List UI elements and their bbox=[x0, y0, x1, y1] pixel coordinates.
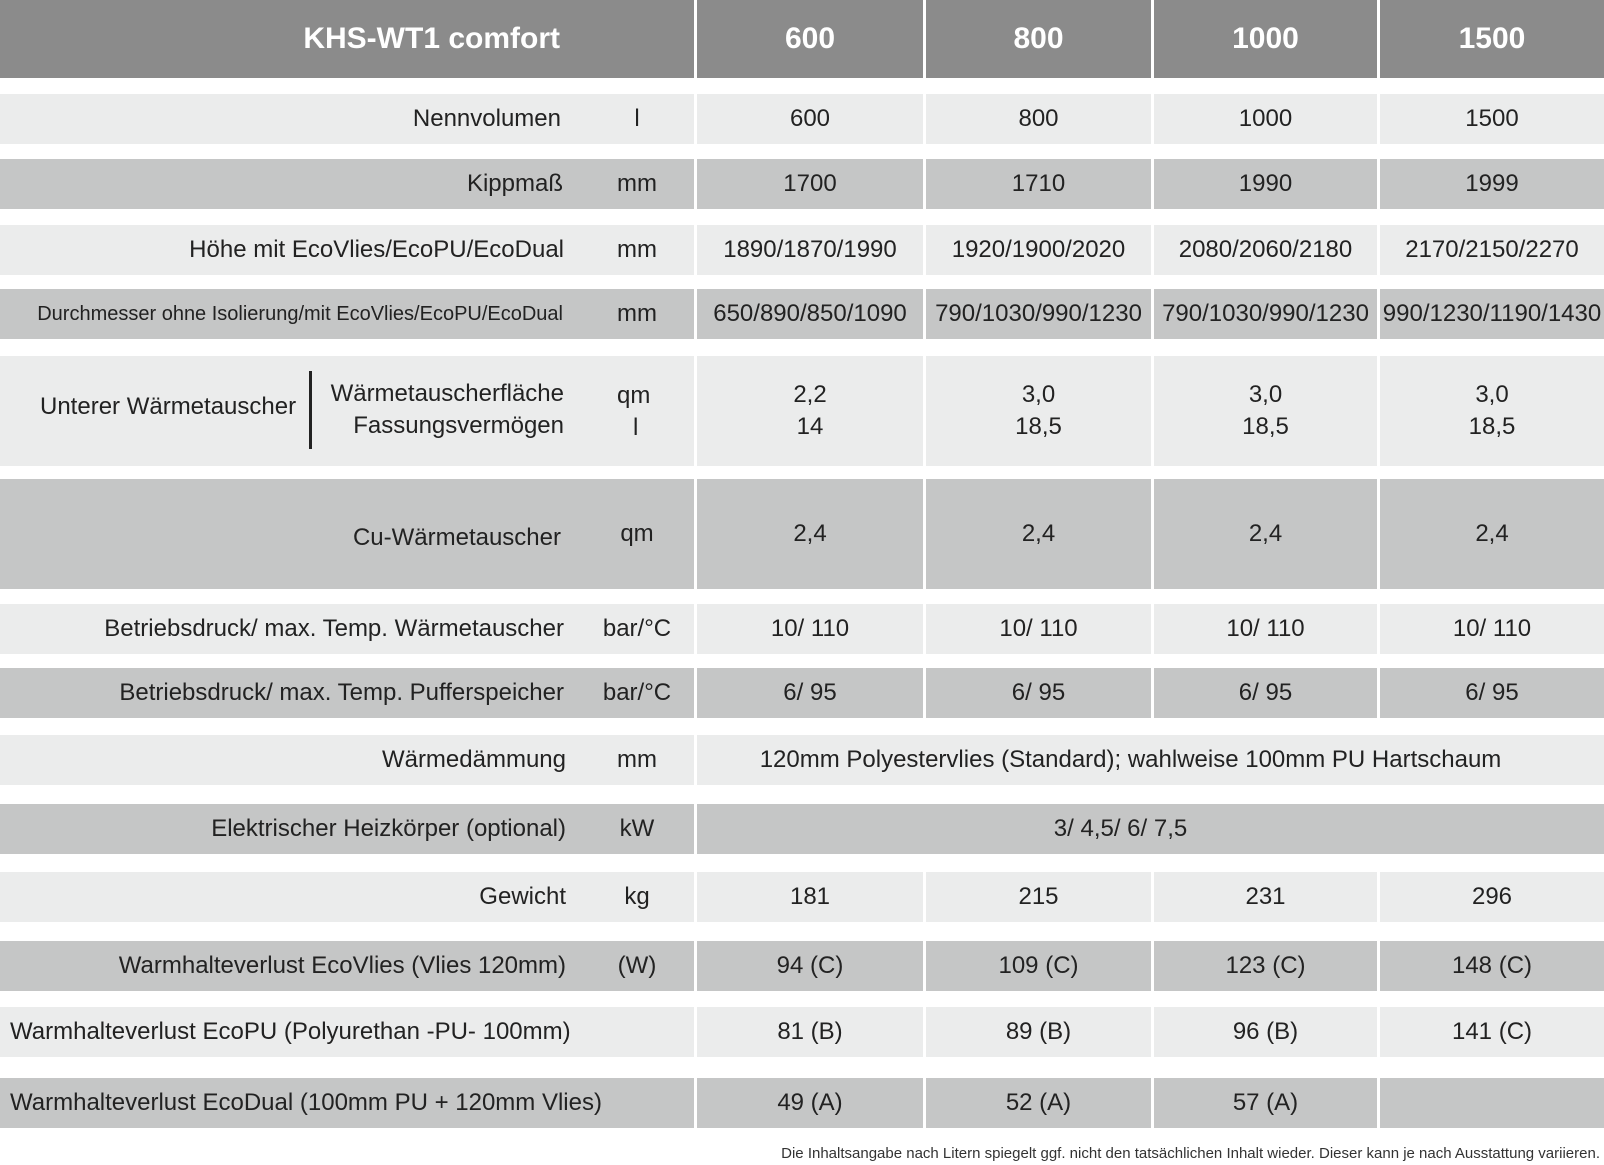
table-cell: 215 bbox=[926, 872, 1151, 922]
row-unit-l: l bbox=[633, 414, 639, 441]
footnote: Die Inhaltsangabe nach Litern spiegelt ggf. nicht den tatsächlichen Inhalt wieder. Dieser kann je nach Ausstattung variieren. bbox=[781, 1145, 1600, 1162]
table-cell: 10/ 110 bbox=[1154, 604, 1377, 654]
row-unit-cu-waermetauscher: qm bbox=[580, 479, 694, 589]
cell-line: 14 bbox=[796, 413, 824, 440]
row-label-hoehe: Höhe mit EcoVlies/EcoPU/EcoDual bbox=[0, 225, 580, 275]
table-cell: 89 (B) bbox=[926, 1007, 1151, 1057]
cell-line: 3,0 bbox=[1021, 381, 1056, 408]
row-label-waermedaemmung: Wärmedämmung bbox=[0, 735, 580, 785]
table-cell: 2,4 bbox=[926, 479, 1151, 589]
table-cell: 6/ 95 bbox=[1380, 668, 1604, 718]
row-unit-qm: qm bbox=[617, 382, 651, 409]
table-cell bbox=[926, 356, 1151, 466]
table-cell: 2,4 bbox=[1380, 479, 1604, 589]
table-cell: 1999 bbox=[1380, 159, 1604, 209]
table-cell: 600 bbox=[697, 94, 923, 144]
table-cell: 81 (B) bbox=[697, 1007, 923, 1057]
column-header-1000: 1000 bbox=[1154, 0, 1377, 78]
cell-line: 18,5 bbox=[1242, 413, 1289, 440]
cell-line: 18,5 bbox=[1015, 413, 1062, 440]
row-label-waermetauscherflaeche: Wärmetauscherfläche bbox=[330, 380, 564, 407]
table-cell bbox=[1380, 356, 1604, 466]
row-unit-warmhalteverlust-ecovlies: (W) bbox=[580, 941, 694, 991]
table-cell: 790/1030/990/1230 bbox=[926, 289, 1151, 339]
table-cell: 296 bbox=[1380, 872, 1604, 922]
table-cell: 2080/2060/2180 bbox=[1154, 225, 1377, 275]
table-cell: 10/ 110 bbox=[1380, 604, 1604, 654]
row-unit-hoehe: mm bbox=[580, 225, 694, 275]
table-cell: 1990 bbox=[1154, 159, 1377, 209]
table-cell: 1710 bbox=[926, 159, 1151, 209]
column-header-1500: 1500 bbox=[1380, 0, 1604, 78]
table-cell: 57 (A) bbox=[1154, 1078, 1377, 1128]
row-unit-betriebsdruck-pufferspeicher: bar/°C bbox=[580, 668, 694, 718]
table-cell: 800 bbox=[926, 94, 1151, 144]
table-title: KHS-WT1 comfort bbox=[0, 0, 694, 78]
table-cell bbox=[697, 356, 923, 466]
table-cell: 123 (C) bbox=[1154, 941, 1377, 991]
row-unit-nennvolumen: l bbox=[580, 94, 694, 144]
table-cell: 181 bbox=[697, 872, 923, 922]
row-unit-durchmesser: mm bbox=[580, 289, 694, 339]
table-cell: 2,4 bbox=[1154, 479, 1377, 589]
row-label-nennvolumen: Nennvolumen bbox=[0, 94, 580, 144]
row-group-label: Unterer Wärmetauscher bbox=[40, 393, 297, 420]
table-cell: 49 (A) bbox=[697, 1078, 923, 1128]
table-cell: 650/890/850/1090 bbox=[697, 289, 923, 339]
row-label-durchmesser: Durchmesser ohne Isolierung/mit EcoVlies/EcoPU/EcoDual bbox=[0, 289, 580, 339]
column-header-800: 800 bbox=[926, 0, 1151, 78]
table-cell: 1890/1870/1990 bbox=[697, 225, 923, 275]
cell-line: 3,0 bbox=[1475, 381, 1509, 408]
table-cell: 1500 bbox=[1380, 94, 1604, 144]
table-cell: 94 (C) bbox=[697, 941, 923, 991]
merged-cell: 120mm Polyestervlies (Standard); wahlweise 100mm PU Hartschaum bbox=[697, 735, 1604, 785]
table-cell: 52 (A) bbox=[926, 1078, 1151, 1128]
table-cell: 6/ 95 bbox=[926, 668, 1151, 718]
table-cell: 109 (C) bbox=[926, 941, 1151, 991]
table-cell: 6/ 95 bbox=[1154, 668, 1377, 718]
table-cell: 1920/1900/2020 bbox=[926, 225, 1151, 275]
cell-line: 2,2 bbox=[793, 381, 827, 408]
row-unit-kippmass: mm bbox=[580, 159, 694, 209]
row-unit-waermedaemmung: mm bbox=[580, 735, 694, 785]
table-cell: 2170/2150/2270 bbox=[1380, 225, 1604, 275]
row-label-elektrischer-heizkoerper: Elektrischer Heizkörper (optional) bbox=[0, 804, 580, 854]
row-label-betriebsdruck-waermetauscher: Betriebsdruck/ max. Temp. Wärmetauscher bbox=[0, 604, 580, 654]
table-cell: 141 (C) bbox=[1380, 1007, 1604, 1057]
table-cell: 790/1030/990/1230 bbox=[1154, 289, 1377, 339]
row-label-kippmass: Kippmaß bbox=[0, 159, 580, 209]
table-cell: 10/ 110 bbox=[926, 604, 1151, 654]
table-cell bbox=[1380, 1078, 1604, 1128]
table-cell: 990/1230/1190/1430 bbox=[1380, 289, 1604, 339]
table-cell: 10/ 110 bbox=[697, 604, 923, 654]
row-label-betriebsdruck-pufferspeicher: Betriebsdruck/ max. Temp. Pufferspeicher bbox=[0, 668, 580, 718]
table-cell bbox=[1154, 356, 1377, 466]
merged-cell: 3/ 4,5/ 6/ 7,5 bbox=[697, 804, 1604, 854]
table-cell: 1700 bbox=[697, 159, 923, 209]
group-divider bbox=[309, 371, 312, 449]
table-cell: 2,4 bbox=[697, 479, 923, 589]
column-header-600: 600 bbox=[697, 0, 923, 78]
cell-line: 3,0 bbox=[1248, 381, 1283, 408]
table-cell: 96 (B) bbox=[1154, 1007, 1377, 1057]
row-unit-betriebsdruck-waermetauscher: bar/°C bbox=[580, 604, 694, 654]
row-unit-gewicht: kg bbox=[580, 872, 694, 922]
row-label-warmhalteverlust-ecopu: Warmhalteverlust EcoPU (Polyurethan -PU- 100mm) bbox=[0, 1007, 694, 1057]
row-unit-elektrischer-heizkoerper: kW bbox=[580, 804, 694, 854]
table-cell: 6/ 95 bbox=[697, 668, 923, 718]
table-cell: 148 (C) bbox=[1380, 941, 1604, 991]
row-label-warmhalteverlust-ecovlies: Warmhalteverlust EcoVlies (Vlies 120mm) bbox=[0, 941, 580, 991]
table-cell: 1000 bbox=[1154, 94, 1377, 144]
row-label-warmhalteverlust-ecodual: Warmhalteverlust EcoDual (100mm PU + 120mm Vlies) bbox=[0, 1078, 694, 1128]
row-label-cu-waermetauscher: Cu-Wärmetauscher bbox=[0, 479, 580, 589]
table-cell: 231 bbox=[1154, 872, 1377, 922]
row-label-gewicht: Gewicht bbox=[0, 872, 580, 922]
row-label-fassungsvermoegen: Fassungsvermögen bbox=[353, 412, 564, 439]
cell-line: 18,5 bbox=[1468, 413, 1516, 440]
